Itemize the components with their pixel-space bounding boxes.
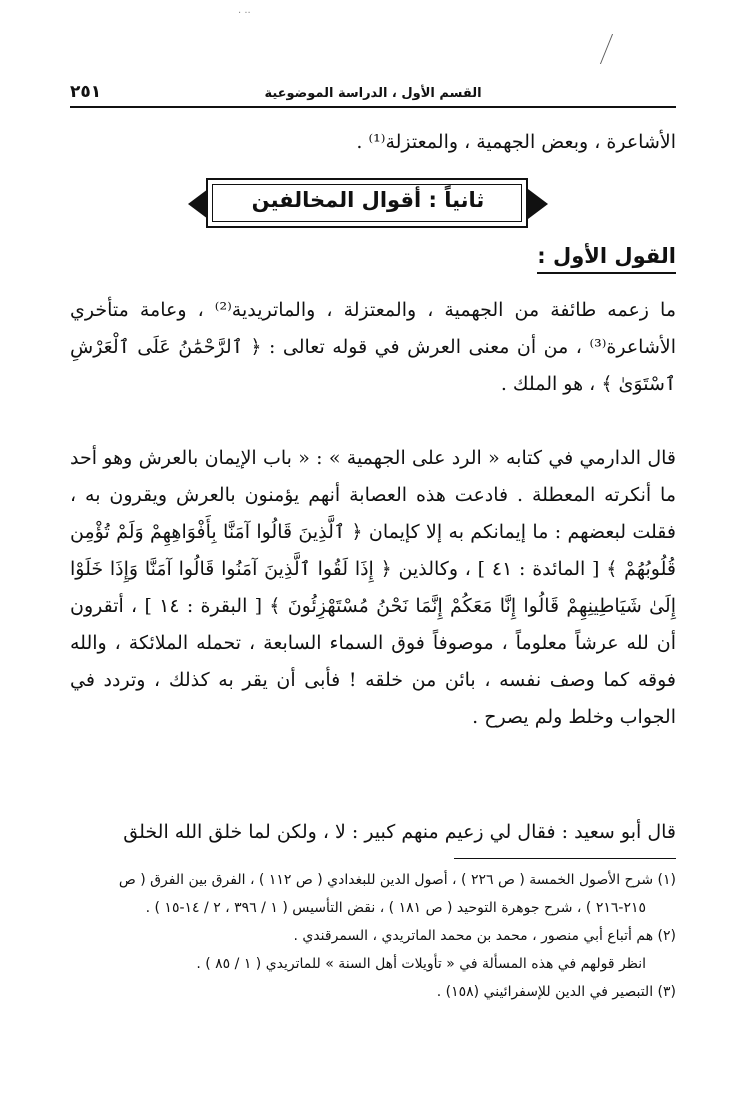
- paragraph-continuation: الأشاعرة ، وبعض الجهمية ، والمعتزلة⁽¹⁾ .: [356, 131, 676, 153]
- paragraph-first-opinion: ما زعمه طائفة من الجهمية ، والمعتزلة ، والماتريدية⁽²⁾ ، وعامة متأخري الأشاعرة⁽³⁾ ، من أن معنى العرش في قوله تعالى : ﴿ ٱلرَّحْمَٰنُ عَلَى ٱلْعَرْشِ ٱسْتَوَىٰ ﴾ ، هو الملك .: [70, 299, 676, 395]
- paragraph-abu-said: قال أبو سعيد : فقال لي زعيم منهم كبير : لا ، ولكن لما خلق الله الخلق: [123, 821, 676, 843]
- footnote-line: (١) شرح الأصول الخمسة ( ص ٢٢٦ ) ، أصول الدين للبغدادي ( ص ١١٢ ) ، الفرق بين الفرق ( ص: [118, 872, 676, 888]
- footnote-line: انظر قولهم في هذه المسألة في « تأويلات أهل السنة » للماتريدي ( ١ / ٨٥ ) .: [196, 956, 646, 972]
- subheading-first-opinion: القول الأول :: [537, 244, 676, 274]
- paragraph-darimi-quote: قال الدارمي في كتابه « الرد على الجهمية » : « باب الإيمان بالعرش وهو أحد ما أنكرته المعطلة . فادعت هذه العصابة أنهم يؤمنون بالعرش ويقرون به ، فقلت لبعضهم : ما إيمانكم به إلا كإيمان ﴿ ٱلَّذِينَ قَالُوا آمَنَّا بِأَفْوَاهِهِمْ وَلَمْ تُؤْمِن قُلُوبُهُمْ ﴾ [ المائدة : ٤١ ] ، وكالذين ﴿ إِذَا لَقُوا ٱلَّذِينَ آمَنُوا قَالُوا آمَنَّا وَإِذَا خَلَوْا إِلَىٰ شَيَاطِينِهِمْ قَالُوا إِنَّا مَعَكُمْ إِنَّمَا نَحْنُ مُسْتَهْزِئُونَ ﴾ [ البقرة : ١٤ ] ، أتقرون أن لله عرشاً معلوماً ، موصوفاً فوق السماء السابعة ، تحمله الملائكة ، والله فوقه كما وصف نفسه ، بائن من خلقه ! فأبى أن يقر به كذلك ، وتردد في الجواب وخلط ولم يصرح .: [70, 447, 676, 728]
- section-title: ثانياً : أقوال المخالفين: [251, 188, 485, 212]
- header-title: القسم الأول ، الدراسة الموضوعية: [264, 86, 482, 101]
- pen-stroke-mark: [600, 34, 627, 64]
- page-number: ٢٥١: [70, 82, 102, 102]
- scan-dot-mark: ·· ·: [238, 8, 251, 19]
- footnotes: [70, 866, 676, 1006]
- footnote-line: (٢) هم أتباع أبي منصور ، محمد بن محمد الماتريدي ، السمرقندي .: [293, 928, 676, 944]
- footnote-separator: [454, 858, 676, 859]
- footnote-line: ٢١٥-٢١٦ ) ، شرح جوهرة التوحيد ( ص ١٨١ ) ، نقض التأسيس ( ١ / ٣٩٦ ، ٢ / ١٤-١٥ ) .: [145, 900, 646, 916]
- running-header: [70, 80, 676, 108]
- section-banner: [188, 176, 548, 232]
- footnote-line: (٣) التبصير في الدين للإسفرائيني (١٥٨) .: [436, 984, 676, 1000]
